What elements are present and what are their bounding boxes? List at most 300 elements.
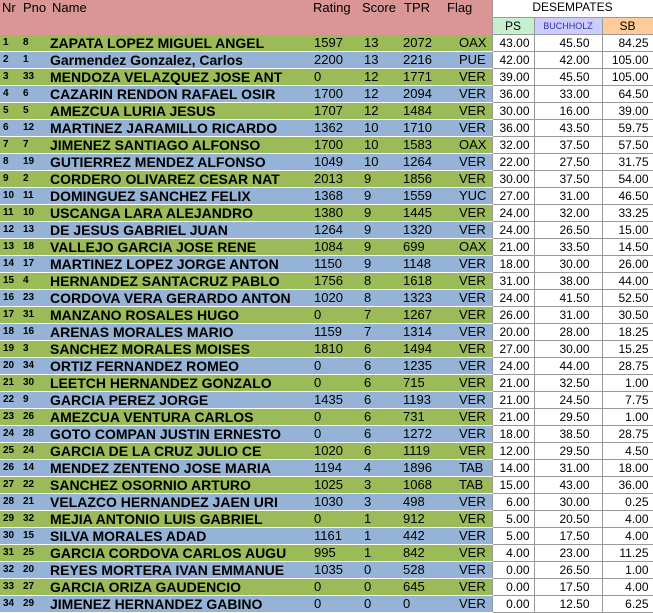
- cell-score: 10: [360, 154, 402, 171]
- cell-flag: VER: [445, 494, 492, 511]
- header-name: Name: [50, 0, 311, 18]
- header-sb: SB: [602, 18, 653, 35]
- cell-name: HERNANDEZ SANTACRUZ PABLO: [50, 273, 311, 290]
- cell-sb: 46.50: [602, 188, 653, 205]
- cell-rating: 1159: [311, 324, 360, 341]
- cell-flag: OAX: [445, 137, 492, 154]
- cell-name: SANCHEZ MORALES MOISES: [50, 341, 311, 358]
- cell-rating: 0: [311, 409, 360, 426]
- cell-nr: 33: [0, 579, 21, 596]
- cell-flag: YUC: [445, 188, 492, 205]
- cell-sb: 57.50: [602, 137, 653, 154]
- cell-nr: 29: [0, 511, 21, 528]
- cell-score: 12: [360, 69, 402, 86]
- cell-ps: 5.00: [492, 528, 534, 545]
- cell-nr: 22: [0, 392, 21, 409]
- cell-score: 9: [360, 188, 402, 205]
- cell-tpr: 1445: [402, 205, 445, 222]
- cell-rating: 1150: [311, 256, 360, 273]
- cell-ps: 31.00: [492, 273, 534, 290]
- cell-rating: 1368: [311, 188, 360, 205]
- cell-nr: 8: [0, 154, 21, 171]
- cell-buchholz: 43.00: [534, 477, 602, 494]
- cell-score: 10: [360, 137, 402, 154]
- cell-sb: 33.25: [602, 205, 653, 222]
- cell-tpr: 1320: [402, 222, 445, 239]
- cell-score: 6: [360, 409, 402, 426]
- cell-flag: VER: [445, 341, 492, 358]
- cell-sb: 28.75: [602, 358, 653, 375]
- cell-score: 13: [360, 52, 402, 69]
- cell-rating: 995: [311, 545, 360, 562]
- cell-sb: 14.50: [602, 239, 653, 256]
- cell-rating: 1030: [311, 494, 360, 511]
- cell-pno: 32: [21, 511, 50, 528]
- cell-nr: 12: [0, 222, 21, 239]
- cell-score: 13: [360, 35, 402, 52]
- cell-flag: VER: [445, 307, 492, 324]
- cell-score: 9: [360, 239, 402, 256]
- cell-pno: 16: [21, 324, 50, 341]
- header-buchholz: BUCHHOLZ: [534, 18, 602, 35]
- cell-rating: 0: [311, 511, 360, 528]
- table-row: [0, 426, 653, 443]
- cell-pno: 12: [21, 120, 50, 137]
- cell-flag: VER: [445, 154, 492, 171]
- cell-score: 1: [360, 545, 402, 562]
- cell-name: REYES MORTERA IVAN EMMANUE: [50, 562, 311, 579]
- cell-tpr: 1272: [402, 426, 445, 443]
- table-row: [0, 545, 653, 562]
- table-row: [0, 392, 653, 409]
- cell-flag: OAX: [445, 239, 492, 256]
- cell-tpr: 0: [402, 596, 445, 613]
- cell-nr: 20: [0, 358, 21, 375]
- cell-buchholz: 23.00: [534, 545, 602, 562]
- cell-nr: 3: [0, 69, 21, 86]
- cell-tpr: 1068: [402, 477, 445, 494]
- cell-rating: 1049: [311, 154, 360, 171]
- cell-nr: 11: [0, 205, 21, 222]
- cell-sb: 30.50: [602, 307, 653, 324]
- cell-sb: 54.00: [602, 171, 653, 188]
- table-row: [0, 460, 653, 477]
- cell-rating: 1194: [311, 460, 360, 477]
- header-row: [0, 0, 653, 18]
- cell-score: 8: [360, 273, 402, 290]
- cell-tpr: 645: [402, 579, 445, 596]
- cell-pno: 13: [21, 222, 50, 239]
- cell-pno: 28: [21, 426, 50, 443]
- cell-rating: 1020: [311, 443, 360, 460]
- cell-flag: VER: [445, 222, 492, 239]
- cell-flag: VER: [445, 273, 492, 290]
- cell-score: 3: [360, 494, 402, 511]
- cell-name: GARCIA CORDOVA CARLOS AUGU: [50, 545, 311, 562]
- cell-buchholz: 30.00: [534, 494, 602, 511]
- cell-buchholz: 38.50: [534, 426, 602, 443]
- cell-flag: VER: [445, 392, 492, 409]
- cell-sb: 28.75: [602, 426, 653, 443]
- cell-name: AMEZCUA LURIA JESUS: [50, 103, 311, 120]
- cell-flag: VER: [445, 375, 492, 392]
- table-row: [0, 290, 653, 307]
- cell-pno: 9: [21, 392, 50, 409]
- cell-buchholz: 29.50: [534, 409, 602, 426]
- cell-score: 0: [360, 579, 402, 596]
- cell-sb: 4.00: [602, 528, 653, 545]
- cell-buchholz: 44.00: [534, 358, 602, 375]
- cell-buchholz: 16.00: [534, 103, 602, 120]
- cell-sb: 1.00: [602, 375, 653, 392]
- cell-pno: 3: [21, 341, 50, 358]
- cell-tpr: 1264: [402, 154, 445, 171]
- cell-name: AMEZCUA VENTURA CARLOS: [50, 409, 311, 426]
- cell-ps: 21.00: [492, 375, 534, 392]
- cell-ps: 0.00: [492, 596, 534, 613]
- cell-sb: 26.00: [602, 256, 653, 273]
- cell-tpr: 1856: [402, 171, 445, 188]
- cell-score: 0: [360, 596, 402, 613]
- cell-tpr: 1119: [402, 443, 445, 460]
- cell-buchholz: 37.50: [534, 171, 602, 188]
- cell-tpr: 699: [402, 239, 445, 256]
- cell-score: 1: [360, 511, 402, 528]
- cell-rating: 1707: [311, 103, 360, 120]
- cell-flag: PUE: [445, 52, 492, 69]
- cell-name: MARTINEZ JARAMILLO RICARDO: [50, 120, 311, 137]
- header-rating: Rating: [311, 0, 360, 18]
- cell-name: SANCHEZ OSORNIO ARTURO: [50, 477, 311, 494]
- cell-tpr: 1771: [402, 69, 445, 86]
- cell-nr: 24: [0, 426, 21, 443]
- cell-score: 6: [360, 341, 402, 358]
- cell-tpr: 2072: [402, 35, 445, 52]
- cell-rating: 1380: [311, 205, 360, 222]
- cell-tpr: 1148: [402, 256, 445, 273]
- cell-sb: 11.25: [602, 545, 653, 562]
- cell-flag: VER: [445, 596, 492, 613]
- cell-sb: 15.00: [602, 222, 653, 239]
- cell-tpr: 1267: [402, 307, 445, 324]
- cell-name: CORDERO OLIVAREZ CESAR NAT: [50, 171, 311, 188]
- cell-ps: 32.00: [492, 137, 534, 154]
- cell-nr: 1: [0, 35, 21, 52]
- cell-flag: VER: [445, 443, 492, 460]
- cell-sb: 18.00: [602, 460, 653, 477]
- cell-rating: 0: [311, 426, 360, 443]
- cell-buchholz: 12.50: [534, 596, 602, 613]
- cell-flag: TAB: [445, 460, 492, 477]
- cell-score: 6: [360, 426, 402, 443]
- cell-tpr: 1583: [402, 137, 445, 154]
- cell-buchholz: 32.50: [534, 375, 602, 392]
- cell-ps: 39.00: [492, 69, 534, 86]
- header-nr: Nr: [0, 0, 21, 18]
- cell-tpr: 1559: [402, 188, 445, 205]
- cell-nr: 14: [0, 256, 21, 273]
- cell-buchholz: 17.50: [534, 528, 602, 545]
- cell-sb: 64.50: [602, 86, 653, 103]
- cell-buchholz: 31.00: [534, 460, 602, 477]
- cell-buchholz: 43.50: [534, 120, 602, 137]
- cell-rating: 1362: [311, 120, 360, 137]
- cell-rating: 0: [311, 579, 360, 596]
- cell-pno: 26: [21, 409, 50, 426]
- cell-name: ARENAS MORALES MARIO: [50, 324, 311, 341]
- cell-name: CORDOVA VERA GERARDO ANTON: [50, 290, 311, 307]
- cell-buchholz: 26.50: [534, 562, 602, 579]
- cell-sb: 59.75: [602, 120, 653, 137]
- cell-pno: 6: [21, 86, 50, 103]
- cell-name: JIMENEZ SANTIAGO ALFONSO: [50, 137, 311, 154]
- cell-rating: 1810: [311, 341, 360, 358]
- table-row: [0, 35, 653, 52]
- cell-pno: 21: [21, 494, 50, 511]
- cell-tpr: 715: [402, 375, 445, 392]
- cell-nr: 25: [0, 443, 21, 460]
- cell-pno: 31: [21, 307, 50, 324]
- cell-pno: 20: [21, 562, 50, 579]
- table-row: [0, 222, 653, 239]
- table-row: [0, 409, 653, 426]
- cell-name: MANZANO ROSALES HUGO: [50, 307, 311, 324]
- cell-flag: VER: [445, 103, 492, 120]
- cell-flag: OAX: [445, 35, 492, 52]
- cell-pno: 18: [21, 239, 50, 256]
- cell-nr: 10: [0, 188, 21, 205]
- cell-pno: 11: [21, 188, 50, 205]
- cell-ps: 0.00: [492, 579, 534, 596]
- cell-score: 0: [360, 562, 402, 579]
- cell-pno: 8: [21, 35, 50, 52]
- cell-ps: 30.00: [492, 171, 534, 188]
- cell-ps: 24.00: [492, 222, 534, 239]
- cell-pno: 7: [21, 137, 50, 154]
- cell-rating: 0: [311, 307, 360, 324]
- cell-name: DE JESUS GABRIEL JUAN: [50, 222, 311, 239]
- cell-tpr: 1323: [402, 290, 445, 307]
- cell-pno: 29: [21, 596, 50, 613]
- cell-rating: 1700: [311, 137, 360, 154]
- cell-rating: 2013: [311, 171, 360, 188]
- cell-name: LEETCH HERNANDEZ GONZALO: [50, 375, 311, 392]
- table-row: [0, 324, 653, 341]
- cell-tpr: 1710: [402, 120, 445, 137]
- cell-ps: 42.00: [492, 52, 534, 69]
- cell-tpr: 1896: [402, 460, 445, 477]
- header-tpr: TPR: [402, 0, 445, 18]
- cell-ps: 24.00: [492, 205, 534, 222]
- cell-flag: VER: [445, 120, 492, 137]
- cell-score: 10: [360, 120, 402, 137]
- cell-pno: 2: [21, 171, 50, 188]
- cell-score: 3: [360, 477, 402, 494]
- cell-name: CAZARIN RENDON RAFAEL OSIR: [50, 86, 311, 103]
- cell-score: 6: [360, 375, 402, 392]
- cell-buchholz: 17.50: [534, 579, 602, 596]
- cell-flag: VER: [445, 324, 492, 341]
- cell-ps: 18.00: [492, 426, 534, 443]
- cell-rating: 1025: [311, 477, 360, 494]
- cell-tpr: 528: [402, 562, 445, 579]
- cell-buchholz: 45.50: [534, 35, 602, 52]
- cell-rating: 0: [311, 596, 360, 613]
- cell-nr: 5: [0, 103, 21, 120]
- cell-nr: 6: [0, 120, 21, 137]
- cell-sb: 0.25: [602, 494, 653, 511]
- table-row: [0, 52, 653, 69]
- cell-flag: VER: [445, 256, 492, 273]
- table-row: [0, 477, 653, 494]
- cell-ps: 6.00: [492, 494, 534, 511]
- cell-score: 12: [360, 103, 402, 120]
- cell-score: 6: [360, 358, 402, 375]
- cell-pno: 15: [21, 528, 50, 545]
- table-row: [0, 256, 653, 273]
- cell-nr: 18: [0, 324, 21, 341]
- table-row: [0, 171, 653, 188]
- table-row: [0, 205, 653, 222]
- cell-buchholz: 30.00: [534, 256, 602, 273]
- cell-score: 4: [360, 460, 402, 477]
- cell-flag: VER: [445, 579, 492, 596]
- cell-pno: 30: [21, 375, 50, 392]
- cell-ps: 22.00: [492, 154, 534, 171]
- cell-name: DOMINGUEZ SANCHEZ FELIX: [50, 188, 311, 205]
- subheader-spacer: [21, 18, 50, 35]
- cell-sb: 31.75: [602, 154, 653, 171]
- cell-buchholz: 28.00: [534, 324, 602, 341]
- cell-buchholz: 27.50: [534, 154, 602, 171]
- cell-name: MENDEZ ZENTENO JOSE MARIA: [50, 460, 311, 477]
- subheader-spacer: [50, 18, 311, 35]
- cell-tpr: 1494: [402, 341, 445, 358]
- table-row: [0, 375, 653, 392]
- cell-pno: 4: [21, 273, 50, 290]
- table-row: [0, 69, 653, 86]
- cell-name: VALLEJO GARCIA JOSE RENE: [50, 239, 311, 256]
- header-score: Score: [360, 0, 402, 18]
- cell-score: 9: [360, 256, 402, 273]
- cell-ps: 27.00: [492, 341, 534, 358]
- cell-sb: 84.25: [602, 35, 653, 52]
- cell-score: 9: [360, 171, 402, 188]
- cell-tpr: 1314: [402, 324, 445, 341]
- table-row: [0, 120, 653, 137]
- cell-rating: 1084: [311, 239, 360, 256]
- cell-pno: 14: [21, 460, 50, 477]
- cell-flag: VER: [445, 86, 492, 103]
- table-row: [0, 596, 653, 613]
- cell-rating: 1035: [311, 562, 360, 579]
- cell-nr: 2: [0, 52, 21, 69]
- table-row: [0, 511, 653, 528]
- cell-flag: VER: [445, 528, 492, 545]
- cell-name: GUTIERREZ MENDEZ ALFONSO: [50, 154, 311, 171]
- cell-ps: 15.00: [492, 477, 534, 494]
- cell-pno: 27: [21, 579, 50, 596]
- cell-buchholz: 31.00: [534, 188, 602, 205]
- table-row: [0, 239, 653, 256]
- table-row: [0, 103, 653, 120]
- cell-sb: 1.00: [602, 409, 653, 426]
- cell-ps: 27.00: [492, 188, 534, 205]
- cell-flag: VER: [445, 409, 492, 426]
- cell-pno: 5: [21, 103, 50, 120]
- cell-nr: 16: [0, 290, 21, 307]
- cell-rating: 0: [311, 69, 360, 86]
- cell-ps: 24.00: [492, 290, 534, 307]
- cell-score: 7: [360, 324, 402, 341]
- subheader-spacer: [445, 18, 492, 35]
- cell-flag: TAB: [445, 477, 492, 494]
- cell-buchholz: 41.50: [534, 290, 602, 307]
- cell-ps: 20.00: [492, 324, 534, 341]
- cell-name: MEJIA ANTONIO LUIS GABRIEL: [50, 511, 311, 528]
- cell-ps: 21.00: [492, 392, 534, 409]
- table-row: [0, 154, 653, 171]
- cell-ps: 18.00: [492, 256, 534, 273]
- cell-sb: 1.00: [602, 562, 653, 579]
- table-row: [0, 273, 653, 290]
- cell-flag: VER: [445, 171, 492, 188]
- cell-flag: VER: [445, 358, 492, 375]
- table-row: [0, 562, 653, 579]
- cell-nr: 17: [0, 307, 21, 324]
- cell-nr: 19: [0, 341, 21, 358]
- subheader-spacer: [0, 18, 21, 35]
- cell-buchholz: 20.50: [534, 511, 602, 528]
- cell-ps: 24.00: [492, 358, 534, 375]
- cell-name: MARTINEZ LOPEZ JORGE ANTON: [50, 256, 311, 273]
- cell-tpr: 2216: [402, 52, 445, 69]
- cell-name: GARCIA DE LA CRUZ JULIO CE: [50, 443, 311, 460]
- cell-pno: 1: [21, 52, 50, 69]
- cell-flag: VER: [445, 290, 492, 307]
- cell-score: 6: [360, 392, 402, 409]
- cell-name: GARCIA PEREZ JORGE: [50, 392, 311, 409]
- cell-sb: 4.00: [602, 579, 653, 596]
- cell-pno: 22: [21, 477, 50, 494]
- table-row: [0, 86, 653, 103]
- cell-pno: 19: [21, 154, 50, 171]
- cell-ps: 43.00: [492, 35, 534, 52]
- cell-rating: 1700: [311, 86, 360, 103]
- cell-sb: 7.75: [602, 392, 653, 409]
- cell-buchholz: 30.00: [534, 341, 602, 358]
- cell-tpr: 731: [402, 409, 445, 426]
- header-ps: PS: [492, 18, 534, 35]
- table-row: [0, 528, 653, 545]
- cell-buchholz: 32.00: [534, 205, 602, 222]
- cell-name: VELAZCO HERNANDEZ JAEN URI: [50, 494, 311, 511]
- table-row: [0, 494, 653, 511]
- cell-tpr: 1618: [402, 273, 445, 290]
- subheader-spacer: [360, 18, 402, 35]
- cell-score: 1: [360, 528, 402, 545]
- cell-name: GARCIA ORIZA GAUDENCIO: [50, 579, 311, 596]
- cell-sb: 15.25: [602, 341, 653, 358]
- cell-sb: 18.25: [602, 324, 653, 341]
- cell-nr: 13: [0, 239, 21, 256]
- cell-name: Garmendez Gonzalez, Carlos: [50, 52, 311, 69]
- table-row: [0, 579, 653, 596]
- cell-score: 7: [360, 307, 402, 324]
- cell-flag: VER: [445, 545, 492, 562]
- cell-tpr: 442: [402, 528, 445, 545]
- cell-ps: 12.00: [492, 443, 534, 460]
